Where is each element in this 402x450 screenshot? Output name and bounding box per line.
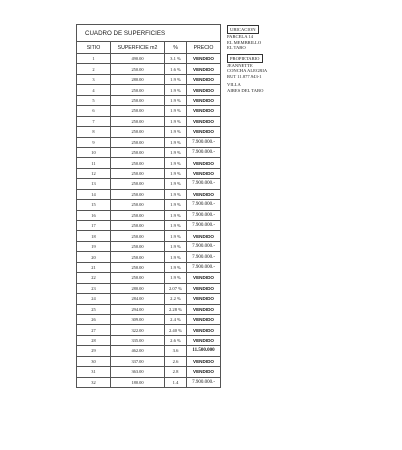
sitio-cell: 22 — [77, 273, 111, 283]
pct-cell: 1.9 % — [165, 127, 187, 137]
ubicacion-line: EL TABO — [227, 45, 246, 51]
pct-cell: 1.9 % — [165, 106, 187, 116]
sitio-cell: 15 — [77, 200, 111, 210]
pct-cell: 1.9 % — [165, 273, 187, 283]
sitio-cell: 27 — [77, 325, 111, 335]
pct-cell: 1.6 % — [165, 64, 187, 74]
sidebar-info — [227, 25, 267, 96]
pct-cell: 1.9 % — [165, 231, 187, 241]
pct-cell: 1.9 % — [165, 158, 187, 168]
precio-cell: 7.900.000.- — [187, 221, 221, 231]
superficie-cell: 250.00 — [111, 137, 165, 147]
superficie-cell: 462.00 — [111, 346, 165, 356]
table-row — [77, 325, 221, 335]
precio-cell: VENDIDO — [187, 367, 221, 377]
table-row — [77, 54, 221, 64]
precio-cell: VENDIDO — [187, 106, 221, 116]
header-sitio: SITIO — [77, 42, 111, 54]
villa-line: VILLA — [227, 82, 241, 88]
pct-cell: 1.9 % — [165, 85, 187, 95]
sitio-cell: 10 — [77, 147, 111, 157]
precio-cell: 7.900.000.- — [187, 252, 221, 262]
table-row — [77, 95, 221, 105]
table-row — [77, 283, 221, 293]
precio-cell: 7.900.000.- — [187, 241, 221, 251]
pct-cell: 1.4 — [165, 377, 187, 387]
table-row — [77, 168, 221, 178]
sitio-cell: 25 — [77, 304, 111, 314]
precio-cell: 7.900.000.- — [187, 200, 221, 210]
pct-cell: 1.9 % — [165, 189, 187, 199]
sitio-cell: 2 — [77, 64, 111, 74]
superficie-cell: 250.00 — [111, 189, 165, 199]
ubicacion-line: PARCELA 14 — [227, 34, 253, 40]
precio-cell: VENDIDO — [187, 116, 221, 126]
pct-cell: 2.28 % — [165, 304, 187, 314]
precio-cell: VENDIDO — [187, 127, 221, 137]
propietario-line: CONCHA ALEGRIA — [227, 68, 268, 74]
superficie-cell: 250.00 — [111, 231, 165, 241]
ubicacion-label: UBICACION — [227, 25, 259, 34]
pct-cell: 1.9 % — [165, 179, 187, 189]
precio-cell: VENDIDO — [187, 294, 221, 304]
sitio-cell: 6 — [77, 106, 111, 116]
table-row — [77, 210, 221, 220]
table-row — [77, 335, 221, 345]
sitio-cell: 9 — [77, 137, 111, 147]
superficie-cell: 250.00 — [111, 64, 165, 74]
precio-cell: VENDIDO — [187, 168, 221, 178]
header-pct: % — [165, 42, 187, 54]
table-row — [77, 85, 221, 95]
pct-cell: 2.6 % — [165, 335, 187, 345]
precio-cell: 7.900.000.- — [187, 179, 221, 189]
pct-cell: 1.9 % — [165, 210, 187, 220]
table-row — [77, 262, 221, 272]
sitio-cell: 13 — [77, 179, 111, 189]
superficie-cell: 250.00 — [111, 85, 165, 95]
sitio-cell: 8 — [77, 127, 111, 137]
precio-cell: VENDIDO — [187, 95, 221, 105]
sitio-cell: 19 — [77, 241, 111, 251]
superficie-cell: 250.00 — [111, 241, 165, 251]
sitio-cell: 28 — [77, 335, 111, 345]
precio-cell: VENDIDO — [187, 231, 221, 241]
superficie-cell: 250.00 — [111, 127, 165, 137]
precio-cell: 7.900.000.- — [187, 210, 221, 220]
precio-cell: 7.900.000.- — [187, 147, 221, 157]
precio-cell: VENDIDO — [187, 356, 221, 366]
superficie-cell: 280.00 — [111, 283, 165, 293]
superficie-cell: 250.00 — [111, 262, 165, 272]
sitio-cell: 4 — [77, 85, 111, 95]
sitio-cell: 23 — [77, 283, 111, 293]
table-row — [77, 304, 221, 314]
precio-cell: VENDIDO — [187, 273, 221, 283]
pct-cell: 1.9 % — [165, 137, 187, 147]
precio-cell: VENDIDO — [187, 335, 221, 345]
pct-cell: 2.4 % — [165, 314, 187, 324]
sitio-cell: 29 — [77, 346, 111, 356]
superficie-cell: 490.00 — [111, 54, 165, 64]
propietario-line: JEANNETTE — [227, 63, 253, 69]
superficie-cell: 250.00 — [111, 106, 165, 116]
table-row — [77, 127, 221, 137]
superficie-cell: 180.00 — [111, 377, 165, 387]
sitio-cell: 12 — [77, 168, 111, 178]
precio-cell: VENDIDO — [187, 85, 221, 95]
table-title-row — [77, 25, 221, 42]
sitio-cell: 1 — [77, 54, 111, 64]
pct-cell: 1.9 % — [165, 116, 187, 126]
precio-cell: VENDIDO — [187, 74, 221, 84]
precio-cell: VENDIDO — [187, 54, 221, 64]
superficie-cell: 250.00 — [111, 147, 165, 157]
table-row — [77, 64, 221, 74]
superficie-cell: 250.00 — [111, 200, 165, 210]
header-superficie: SUPERFICIE m2 — [111, 42, 165, 54]
precio-cell: VENDIDO — [187, 64, 221, 74]
precio-cell: VENDIDO — [187, 325, 221, 335]
superficie-cell: 280.00 — [111, 74, 165, 84]
sitio-cell: 26 — [77, 314, 111, 324]
table-row — [77, 179, 221, 189]
propietario-line: RUT 11.877.943-1 — [227, 73, 262, 79]
table-header-row — [77, 42, 221, 54]
superficie-cell: 294.00 — [111, 304, 165, 314]
sitio-cell: 24 — [77, 294, 111, 304]
sitio-cell: 32 — [77, 377, 111, 387]
table-title: CUADRO DE SUPERFICIES — [77, 25, 221, 42]
sitio-cell: 31 — [77, 367, 111, 377]
precio-cell: VENDIDO — [187, 189, 221, 199]
pct-cell: 1.9 % — [165, 262, 187, 272]
sitio-cell: 11 — [77, 158, 111, 168]
pct-cell: 1.9 % — [165, 147, 187, 157]
superficie-cell: 250.00 — [111, 95, 165, 105]
precio-cell: 7.900.000.- — [187, 137, 221, 147]
table-row — [77, 200, 221, 210]
pct-cell: 1.9 % — [165, 241, 187, 251]
pct-cell: 1.9 % — [165, 221, 187, 231]
sitio-cell: 5 — [77, 95, 111, 105]
table-row — [77, 137, 221, 147]
precio-cell: VENDIDO — [187, 158, 221, 168]
precio-cell: 7.900.000.- — [187, 262, 221, 272]
pct-cell: 2.07 % — [165, 283, 187, 293]
superficie-cell: 250.00 — [111, 116, 165, 126]
pct-cell: 1.9 % — [165, 200, 187, 210]
pct-cell: 3.6 — [165, 346, 187, 356]
precio-cell: 7.900.000.- — [187, 377, 221, 387]
pct-cell: 1.9 % — [165, 168, 187, 178]
table-row — [77, 189, 221, 199]
pct-cell: 1.9 % — [165, 74, 187, 84]
superficie-cell: 284.00 — [111, 294, 165, 304]
sitio-cell: 18 — [77, 231, 111, 241]
ubicacion-line: EL MEMBRILLO — [227, 39, 262, 45]
superficie-cell: 250.00 — [111, 273, 165, 283]
precio-cell: VENDIDO — [187, 304, 221, 314]
sitio-cell: 21 — [77, 262, 111, 272]
sitio-cell: 20 — [77, 252, 111, 262]
table-row — [77, 106, 221, 116]
pct-cell: 3.1 % — [165, 54, 187, 64]
superficie-cell: 250.00 — [111, 179, 165, 189]
pct-cell: 1.9 % — [165, 95, 187, 105]
superficie-cell: 309.00 — [111, 314, 165, 324]
sitio-cell: 7 — [77, 116, 111, 126]
table-row — [77, 231, 221, 241]
table-row — [77, 346, 221, 356]
table-row — [77, 74, 221, 84]
superficie-cell: 250.00 — [111, 158, 165, 168]
table-row — [77, 252, 221, 262]
superficies-table — [76, 24, 221, 388]
table-row — [77, 241, 221, 251]
pct-cell: 1.9 % — [165, 252, 187, 262]
propietario-label: PROPIETARIO — [227, 54, 263, 63]
sitio-cell: 14 — [77, 189, 111, 199]
villa-line: AIRES DEL TABO — [227, 87, 264, 93]
table-row — [77, 116, 221, 126]
pct-cell: 2.40 % — [165, 325, 187, 335]
table-row — [77, 294, 221, 304]
superficie-cell: 335.00 — [111, 335, 165, 345]
sitio-cell: 3 — [77, 74, 111, 84]
superficie-cell: 250.00 — [111, 168, 165, 178]
table-row — [77, 273, 221, 283]
sitio-cell: 17 — [77, 221, 111, 231]
superficie-cell: 363.00 — [111, 367, 165, 377]
precio-cell: VENDIDO — [187, 314, 221, 324]
table-row — [77, 221, 221, 231]
pct-cell: 2.6 — [165, 356, 187, 366]
table-row — [77, 147, 221, 157]
precio-cell: VENDIDO — [187, 283, 221, 293]
superficie-cell: 337.00 — [111, 356, 165, 366]
superficie-cell: 250.00 — [111, 221, 165, 231]
superficie-cell: 250.00 — [111, 210, 165, 220]
table-row — [77, 158, 221, 168]
sitio-cell: 30 — [77, 356, 111, 366]
sitio-cell: 16 — [77, 210, 111, 220]
superficie-cell: 322.00 — [111, 325, 165, 335]
table-row — [77, 356, 221, 366]
pct-cell: 2.8 — [165, 367, 187, 377]
table-row — [77, 367, 221, 377]
table-row — [77, 314, 221, 324]
superficie-cell: 250.00 — [111, 252, 165, 262]
pct-cell: 2.2 % — [165, 294, 187, 304]
table-row — [77, 377, 221, 387]
header-precio: PRECIO — [187, 42, 221, 54]
precio-cell: 11.500.000 — [187, 346, 221, 356]
